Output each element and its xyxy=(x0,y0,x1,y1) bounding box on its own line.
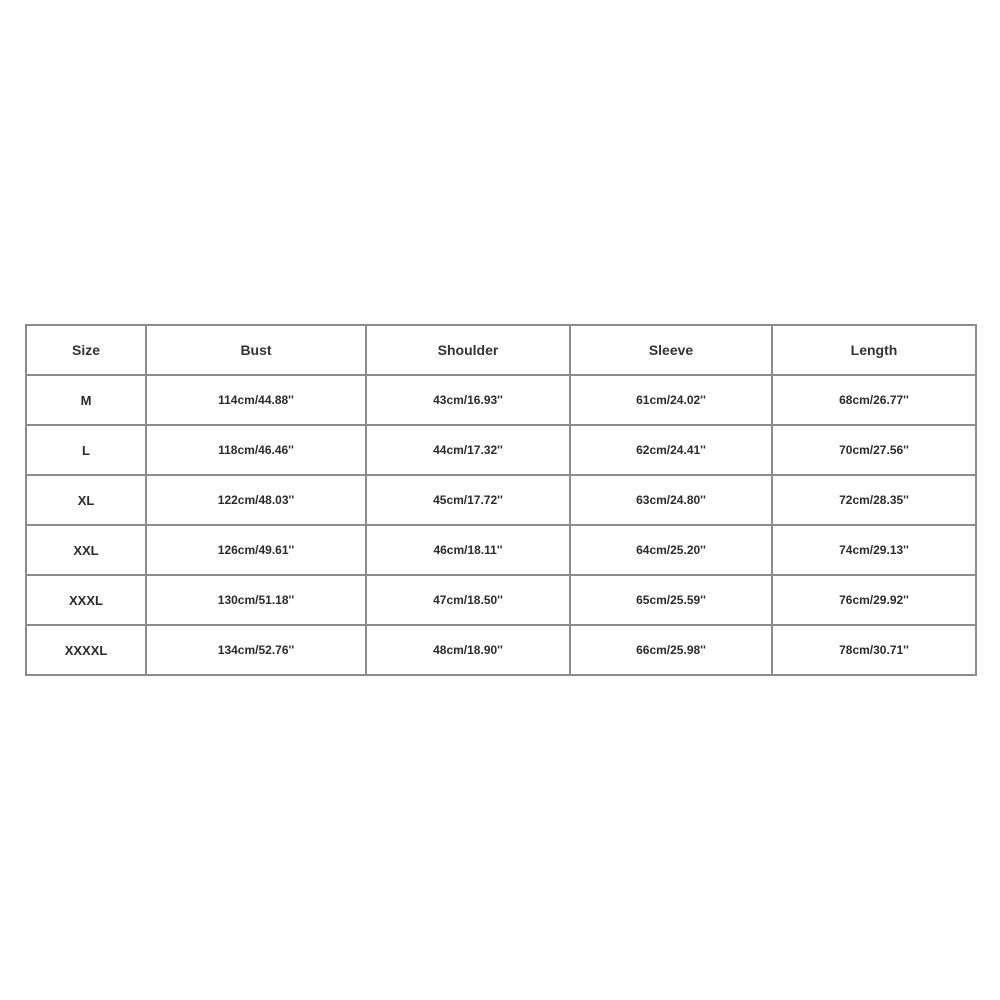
header-row xyxy=(26,325,976,375)
shoulder-cell: 45cm/17.72'' xyxy=(366,475,570,525)
header-shoulder: Shoulder xyxy=(366,325,570,375)
bust-cell: 114cm/44.88'' xyxy=(146,375,366,425)
sleeve-cell: 61cm/24.02'' xyxy=(570,375,772,425)
bust-cell: 122cm/48.03'' xyxy=(146,475,366,525)
header-bust: Bust xyxy=(146,325,366,375)
header-length: Length xyxy=(772,325,976,375)
length-cell: 78cm/30.71'' xyxy=(772,625,976,675)
size-cell: XXL xyxy=(26,525,146,575)
shoulder-cell: 47cm/18.50'' xyxy=(366,575,570,625)
length-cell: 72cm/28.35'' xyxy=(772,475,976,525)
header-sleeve: Sleeve xyxy=(570,325,772,375)
header-size: Size xyxy=(26,325,146,375)
table-row xyxy=(26,625,976,675)
bust-cell: 130cm/51.18'' xyxy=(146,575,366,625)
size-cell: M xyxy=(26,375,146,425)
table-row xyxy=(26,475,976,525)
length-cell: 74cm/29.13'' xyxy=(772,525,976,575)
sleeve-cell: 65cm/25.59'' xyxy=(570,575,772,625)
bust-cell: 118cm/46.46'' xyxy=(146,425,366,475)
table-row xyxy=(26,425,976,475)
sleeve-cell: 63cm/24.80'' xyxy=(570,475,772,525)
length-cell: 70cm/27.56'' xyxy=(772,425,976,475)
length-cell: 76cm/29.92'' xyxy=(772,575,976,625)
size-cell: XL xyxy=(26,475,146,525)
shoulder-cell: 44cm/17.32'' xyxy=(366,425,570,475)
bust-cell: 134cm/52.76'' xyxy=(146,625,366,675)
shoulder-cell: 43cm/16.93'' xyxy=(366,375,570,425)
size-chart-table xyxy=(25,324,977,676)
size-cell: XXXXL xyxy=(26,625,146,675)
sleeve-cell: 62cm/24.41'' xyxy=(570,425,772,475)
sleeve-cell: 64cm/25.20'' xyxy=(570,525,772,575)
table-row xyxy=(26,575,976,625)
shoulder-cell: 48cm/18.90'' xyxy=(366,625,570,675)
size-cell: XXXL xyxy=(26,575,146,625)
table-row xyxy=(26,525,976,575)
size-cell: L xyxy=(26,425,146,475)
shoulder-cell: 46cm/18.11'' xyxy=(366,525,570,575)
bust-cell: 126cm/49.61'' xyxy=(146,525,366,575)
sleeve-cell: 66cm/25.98'' xyxy=(570,625,772,675)
table-row xyxy=(26,375,976,425)
length-cell: 68cm/26.77'' xyxy=(772,375,976,425)
